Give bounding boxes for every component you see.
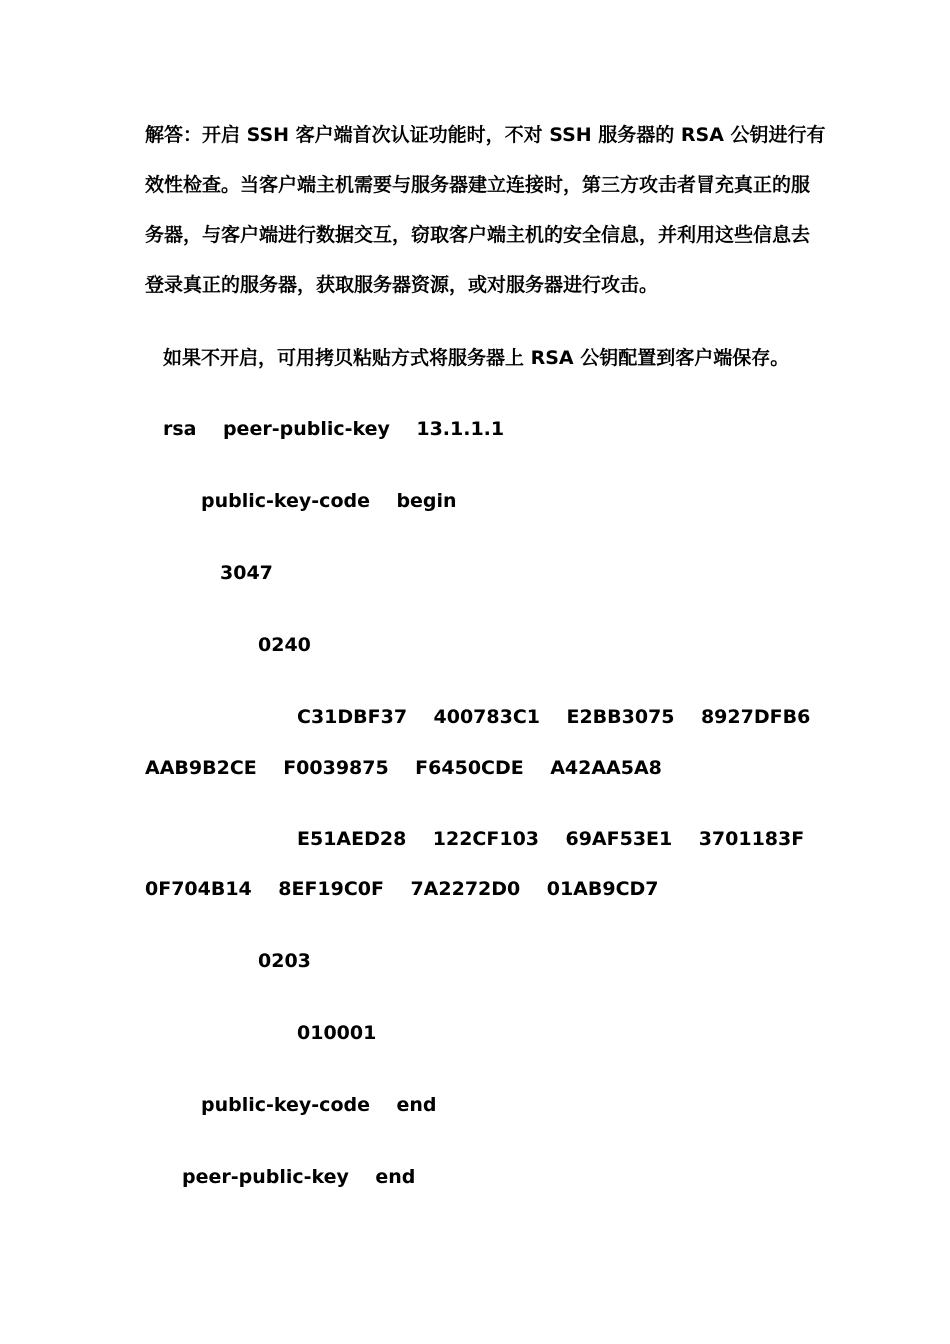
hex-row-1a: C31DBF37 400783C1 E2BB3075 8927DFB6 [297,706,811,728]
note-paragraph: 如果不开启，可用拷贝粘贴方式将服务器上 RSA 公钥配置到客户端保存。 [163,347,790,369]
hex-row-1b: AAB9B2CE F0039875 F6450CDE A42AA5A8 [145,757,662,779]
answer-line-3: 务器，与客户端进行数据交互，窃取客户端主机的安全信息，并利用这些信息去 [145,224,811,246]
hex-row-2b: 0F704B14 8EF19C0F 7A2272D0 01AB9CD7 [145,878,659,900]
public-key-code-end-line: public-key-code end [201,1094,437,1116]
public-key-code-begin-line: public-key-code begin [201,490,457,512]
integer-0240-line: 0240 [258,634,311,656]
exponent-line: 010001 [297,1022,377,1044]
integer-0203-line: 0203 [258,950,311,972]
answer-line-4: 登录真正的服务器，获取服务器资源，或对服务器进行攻击。 [145,274,659,296]
answer-line-1: 解答：开启 SSH 客户端首次认证功能时，不对 SSH 服务器的 RSA 公钥进行有 [145,124,826,146]
sequence-3047-line: 3047 [220,562,273,584]
hex-row-2a: E51AED28 122CF103 69AF53E1 3701183F [297,828,805,850]
rsa-peer-public-key-line: rsa peer-public-key 13.1.1.1 [163,418,505,440]
peer-public-key-end-line: peer-public-key end [182,1166,416,1188]
answer-line-2: 效性检查。当客户端主机需要与服务器建立连接时，第三方攻击者冒充真正的服 [145,174,811,196]
